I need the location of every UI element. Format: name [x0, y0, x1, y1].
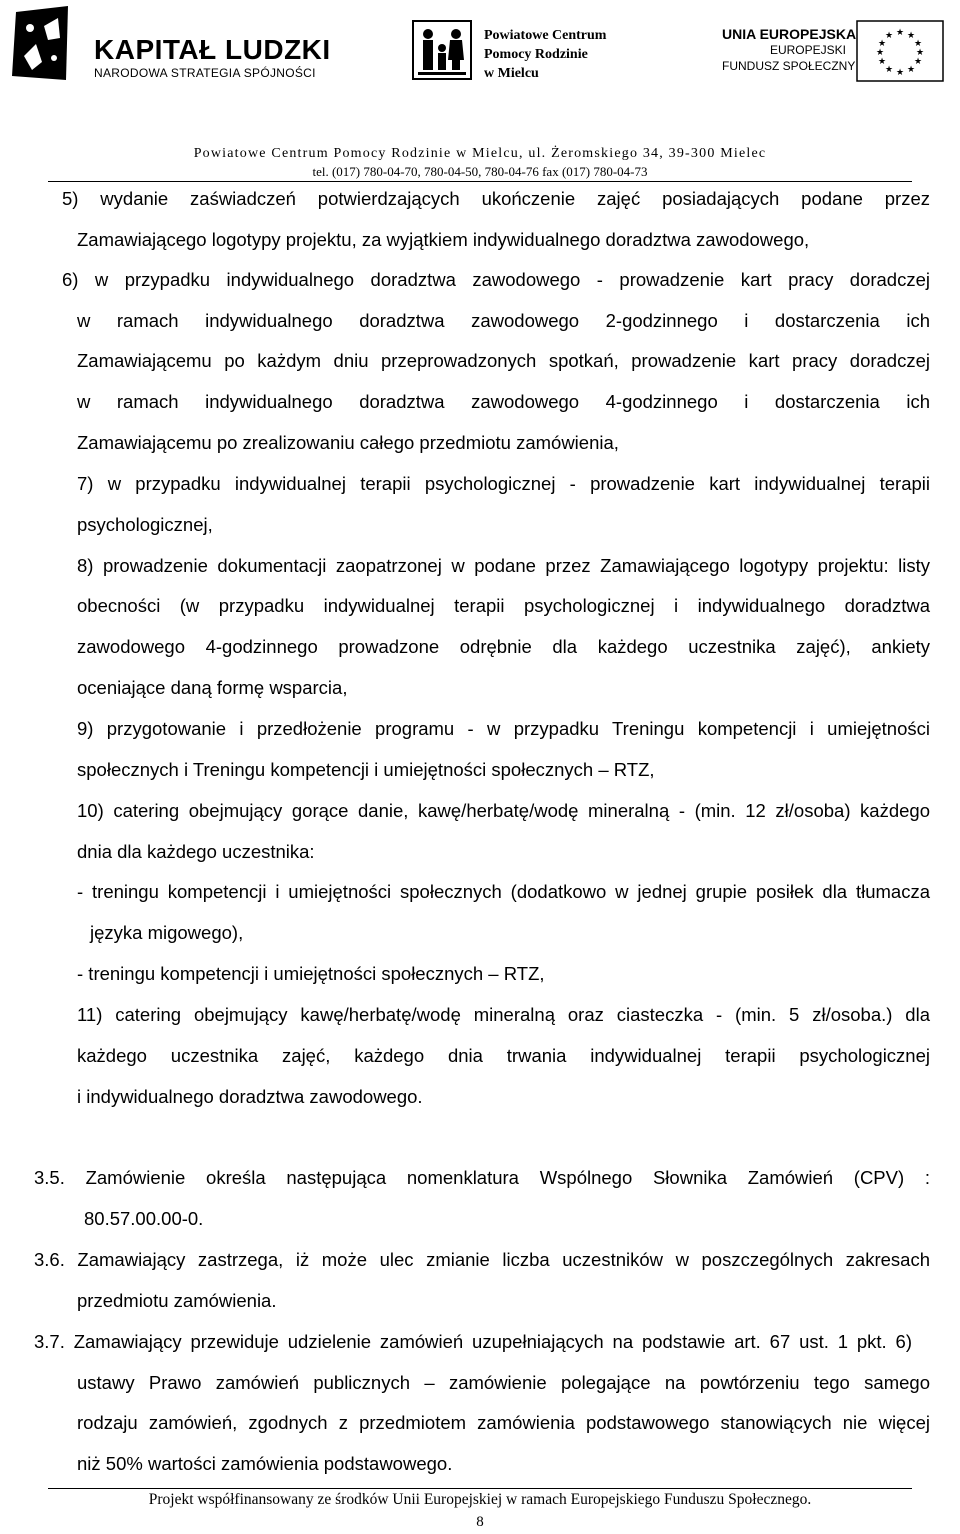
body-line: niż 50% wartości zamówienia podstawowego. [77, 1453, 453, 1474]
body-line: obecności (w przypadku indywidualnej terapii psychologicznej i indywidualnego doradztwa [77, 595, 930, 616]
body-line: 10) catering obejmujący gorące danie, kawę/herbatę/wodę mineralną - (min. 12 zł/osoba) każdego [77, 800, 930, 821]
svg-text:★: ★ [913, 39, 923, 49]
kapital-ludzki-subtitle: NARODOWA STRATEGIA SPÓJNOŚCI [94, 66, 316, 80]
svg-text:★: ★ [906, 31, 916, 41]
eu-line: UNIA EUROPEJSKA [722, 26, 857, 42]
svg-text:★: ★ [877, 57, 887, 67]
eu-flag-icon [856, 20, 944, 82]
svg-text:★: ★ [875, 48, 885, 58]
svg-text:★: ★ [906, 65, 916, 75]
body-line: Zamawiającemu po każdym dniu przeprowadzonych spotkań, prowadzenie kart pracy doradczej [77, 350, 930, 371]
body-line: - treningu kompetencji i umiejętności społecznych (dodatkowo w jednej grupie posiłek dla tłumacza [77, 881, 930, 902]
svg-text:★: ★ [915, 48, 925, 58]
body-line: 3.6. Zamawiający zastrzega, iż może ulec zmianie liczba uczestników w poszczególnych zakresach [34, 1249, 930, 1270]
body-line: - treningu kompetencji i umiejętności społecznych – RTZ, [77, 963, 545, 984]
pcpr-name [484, 26, 606, 83]
body-line: dnia dla każdego uczestnika: [77, 841, 315, 862]
body-line: każdego uczestnika zajęć, każdego dnia trwania indywidualnej terapii psychologicznej [77, 1045, 930, 1066]
body-line: 8) prowadzenie dokumentacji zaopatrzonej w podane przez Zamawiającego logotypy projektu: listy [77, 555, 930, 576]
kapital-ludzki-logo [8, 4, 331, 84]
body-line: przedmiotu zamówienia. [77, 1290, 277, 1311]
svg-text:★: ★ [895, 28, 905, 38]
pcpr-logo [412, 16, 622, 86]
body-line: psychologicznej, [77, 514, 213, 535]
body-line: zawodowego 4-godzinnego prowadzone odrębnie dla każdego uczestnika zajęć), ankiety [77, 636, 930, 657]
svg-text:★: ★ [884, 31, 894, 41]
body-line: 3.5. Zamówienie określa następująca nomenklatura Wspólnego Słownika Zamówień (CPV) : [34, 1167, 930, 1188]
body-line: 11) catering obejmujący kawę/herbatę/wodę mineralną oraz ciasteczka - (min. 5 zł/osoba.) dla [77, 1004, 930, 1025]
header-logos [0, 0, 960, 145]
body-line: 5) wydanie zaświadczeń potwierdzających ukończenie zajęć posiadających podane przez [62, 188, 930, 209]
pcpr-name-line: Powiatowe Centrum [484, 28, 607, 43]
body-line: Zamawiającego logotypy projektu, za wyjątkiem indywidualnego doradztwa zawodowego, [77, 229, 810, 250]
kapital-ludzki-title: KAPITAŁ LUDZKI [94, 34, 331, 65]
header-phone: tel. (017) 780-04-70, 780-04-50, 780-04-76 fax (017) 780-04-73 [312, 164, 648, 179]
svg-text:★: ★ [913, 57, 923, 67]
svg-text:★: ★ [877, 39, 887, 49]
header-address: Powiatowe Centrum Pomocy Rodzinie w Mielcu, ul. Żeromskiego 34, 39-300 Mielec [193, 146, 767, 161]
pcpr-name-line: Pomocy Rodzinie [484, 47, 588, 62]
footer-text: Projekt współfinansowany ze środków Unii Europejskiej w ramach Europejskiego Funduszu Społecznego. [148, 1491, 812, 1508]
body-line: 3.7. Zamawiający przewiduje udzielenie zamówień uzupełniających na podstawie art. 67 ust. 1 pkt. 6) [34, 1331, 912, 1352]
body-line: ustawy Prawo zamówień publicznych – zamówienie polegające na powtórzeniu tego samego [77, 1372, 930, 1393]
body-line: 9) przygotowanie i przedłożenie programu - w przypadku Treningu kompetencji i umiejętności [77, 718, 930, 739]
footer-divider [48, 1488, 912, 1489]
body-line: języka migowego), [90, 922, 244, 943]
page-number: 8 [476, 1514, 484, 1530]
header-divider [48, 181, 912, 182]
body-line: 7) w przypadku indywidualnej terapii psychologicznej - prowadzenie kart indywidualnej terapii [77, 473, 930, 494]
svg-text:★: ★ [884, 65, 894, 75]
eu-line: FUNDUSZ SPOŁECZNY [722, 59, 856, 73]
eu-line: EUROPEJSKI [769, 43, 846, 57]
body-line: i indywidualnego doradztwa zawodowego. [77, 1086, 423, 1107]
family-icon [412, 20, 472, 80]
body-line: oceniające daną formę wsparcia, [77, 677, 348, 698]
eu-logo [722, 16, 952, 86]
kapital-ludzki-emblem-icon [8, 4, 78, 84]
body-line: w ramach indywidualnego doradztwa zawodowego 4-godzinnego i dostarczenia ich [77, 391, 930, 412]
body-line: społecznych i Treningu kompetencji i umiejętności społecznych – RTZ, [77, 759, 655, 780]
body-line: 80.57.00.00-0. [84, 1208, 204, 1229]
svg-text:★: ★ [895, 68, 905, 78]
body-line: Zamawiającemu po zrealizowaniu całego przedmiotu zamówienia, [77, 432, 619, 453]
body-line: rodzaju zamówień, zgodnych z przedmiotem zamówienia podstawowego stanowiących nie więcej [77, 1412, 930, 1433]
body-line: w ramach indywidualnego doradztwa zawodowego 2-godzinnego i dostarczenia ich [77, 310, 930, 331]
eu-text [722, 26, 857, 74]
pcpr-name-line: w Mielcu [484, 66, 539, 81]
body-line: 6) w przypadku indywidualnego doradztwa zawodowego - prowadzenie kart pracy doradczej [62, 269, 930, 290]
